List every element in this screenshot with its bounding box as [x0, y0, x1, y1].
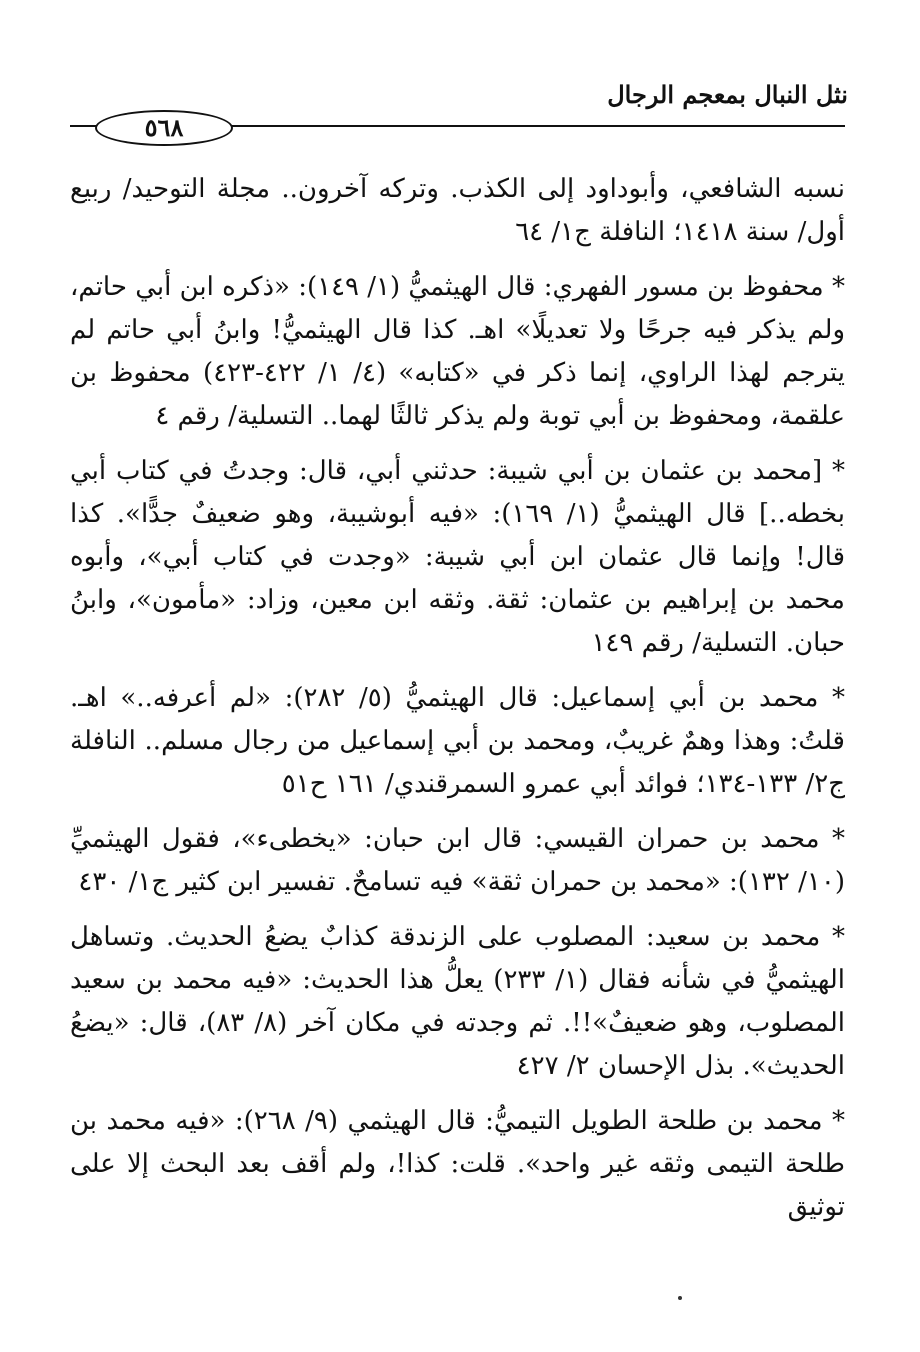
paragraph: نسبه الشافعي، وأبوداود إلى الكذب. وتركه آخرون.. مجلة التوحيد/ ربيع أول/ سنة ١٤١٨؛ النافلة ج١/ ٦٤: [70, 174, 845, 247]
paragraph: * محمد بن طلحة الطويل التيميُّ: قال الهيثمي (٩/ ٢٦٨): «فيه محمد بن طلحة التيمى وثقه غير واحد». قلت: كذا!، ولم أقف بعد البحث إلا على توثيق: [70, 1106, 845, 1222]
paragraph: * محمد بن أبي إسماعيل: قال الهيثميُّ (٥/ ٢٨٢): «لم أعرفه..» اهـ. قلتُ: وهذا وهمٌ غريبٌ، ومحمد بن أبي إسماعيل من رجال مسلم.. النافلة ج٢/ ١٣٣-١٣٤؛ فوائد أبي عمرو السمرقندي/ ١٦١ ح٥١: [70, 683, 845, 799]
body-text: [70, 168, 845, 1241]
paragraph: * محمد بن سعيد: المصلوب على الزندقة كذابٌ يضعُ الحديث. وتساهل الهيثميُّ في شأنه فقال (١/ ٢٣٣) يعلُّ هذا الحديث: «فيه محمد بن سعيد المصلوب، وهو ضعيفٌ»!!. ثم وجدته في مكان آخر (٨/ ٨٣)، قال: «يضعُ الحديث». بذل الإحسان ٢/ ٤٢٧: [70, 922, 846, 1081]
running-title: نثل النبال بمعجم الرجال: [607, 80, 848, 109]
paragraph: * محفوظ بن مسور الفهري: قال الهيثميُّ (١/ ١٤٩): «ذكره ابن أبي حاتم، ولم يذكر فيه جرحًا ولا تعديلًا» اهـ. كذا قال الهيثميُّ! وابنُ أبي حاتم لم يترجم لهذا الراوي، إنما ذكر في «كتابه» (٤/ ١/ ٤٢٢-٤٢٣) محفوظ بن علقمة، ومحفوظ بن أبي توبة ولم يذكر ثالثًا لهما.. التسلية/ رقم ٤: [70, 272, 846, 431]
scan-speck: [678, 1296, 682, 1300]
paragraph: * محمد بن حمران القيسي: قال ابن حبان: «يخطىء»، فقول الهيثميِّ (١٠/ ١٣٢): «محمد بن حمران ثقة» فيه تسامحٌ. تفسير ابن كثير ج١/ ٤٣٠: [70, 824, 845, 897]
page-number: ٥٦٨: [95, 110, 233, 146]
paragraph: * [محمد بن عثمان بن أبي شيبة: حدثني أبي، قال: وجدتُ في كتاب أبي بخطه..] قال الهيثميُّ (١/ ١٦٩): «فيه أبوشيبة، وهو ضعيفٌ جدًّا». كذا قال! وإنما قال عثمان ابن أبي شيبة: «وجدت في كتاب أبي»، وأبوه محمد بن إبراهيم بن عثمان: ثقة. وثقه ابن معين، وزاد: «مأمون»، وابنُ حبان. التسلية/ رقم ١٤٩: [70, 456, 845, 658]
